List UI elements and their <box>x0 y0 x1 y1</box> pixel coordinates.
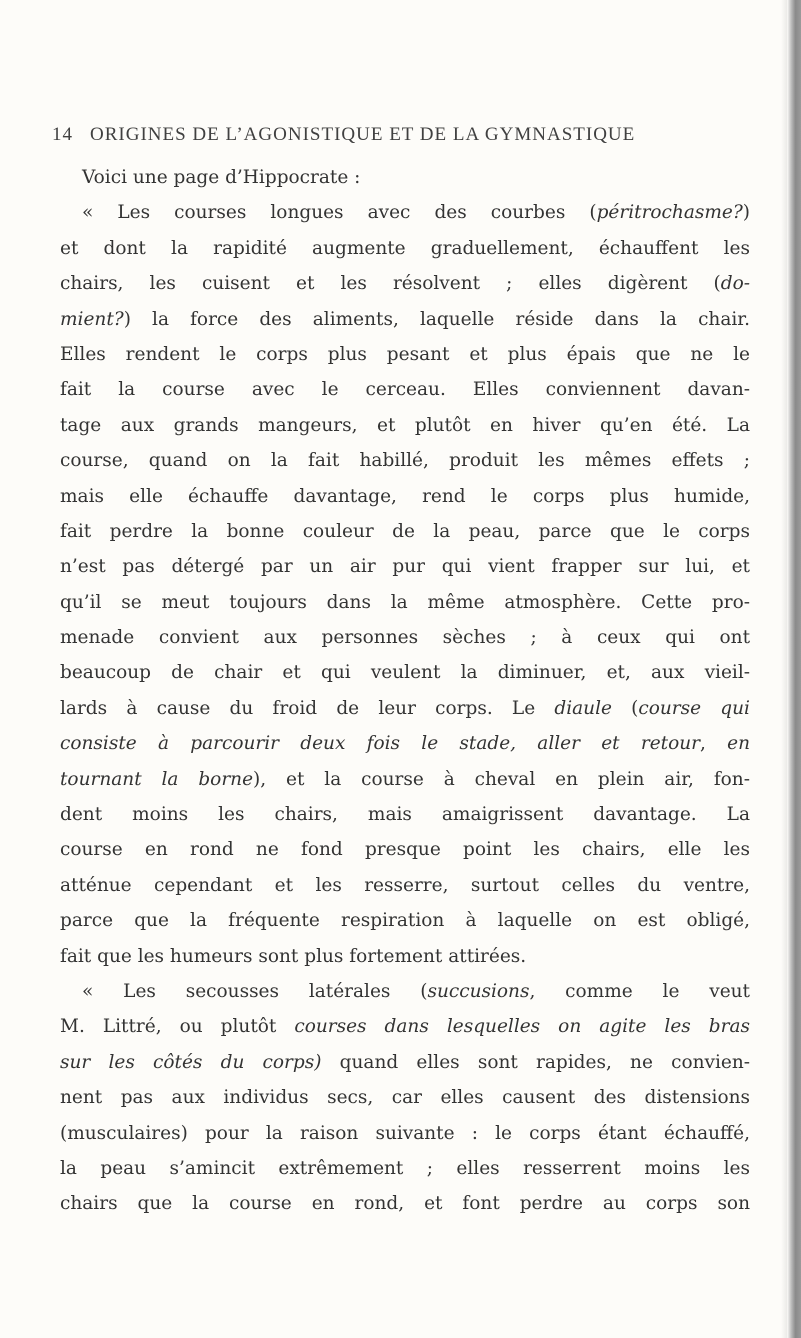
text-line: (musculaires) pour la raison suivante : le corps étant échauffé, <box>60 1122 750 1144</box>
text-line: chairs que la course en rond, et font perdre au corps son <box>60 1193 750 1215</box>
chapter-title: ORIGINES DE L’AGONISTIQUE ET DE LA GYMNASTIQUE <box>90 124 636 145</box>
page-number: 14 <box>52 124 73 145</box>
text-line: nent pas aux individus secs, car elles causent des distensions <box>60 1087 750 1109</box>
text-line: tournant la borne), et la course à cheval en plein air, fon- <box>60 768 750 790</box>
text-line: fait la course avec le cerceau. Elles conviennent davan- <box>60 379 750 401</box>
text-line: menade convient aux personnes sèches ; à ceux qui ont <box>60 627 750 649</box>
text-line: sur les côtés du corps) quand elles sont rapides, ne convien- <box>60 1051 750 1073</box>
text-line: course en rond ne fond presque point les chairs, elle les <box>60 839 750 861</box>
text-line: Elles rendent le corps plus pesant et plus épais que ne le <box>60 343 750 365</box>
body-text <box>60 160 750 1222</box>
text-line: fait que les humeurs sont plus fortement attirées. <box>60 945 527 967</box>
text-line: M. Littré, ou plutôt courses dans lesquelles on agite les bras <box>60 1016 750 1038</box>
text-line: consiste à parcourir deux fois le stade, aller et retour, en <box>60 733 750 755</box>
text-line: tage aux grands mangeurs, et plutôt en hiver qu’en été. La <box>60 414 750 436</box>
text-line: lards à cause du froid de leur corps. Le diaule (course qui <box>60 697 750 719</box>
text-line: dent moins les chairs, mais amaigrissent davantage. La <box>60 804 750 826</box>
text-line: n’est pas détergé par un air pur qui vient frapper sur lui, et <box>60 556 750 578</box>
page-edge <box>787 0 801 1338</box>
text-line: et dont la rapidité augmente graduellement, échauffent les <box>60 237 750 259</box>
intro-line: Voici une page d’Hippocrate : <box>82 167 361 188</box>
text-line: atténue cependant et les resserre, surtout celles du ventre, <box>60 874 750 896</box>
text-line: mais elle échauffe davantage, rend le corps plus humide, <box>60 485 750 507</box>
text-line: course, quand on la fait habillé, produit les mêmes effets ; <box>60 450 750 472</box>
text-line: parce que la fréquente respiration à laquelle on est obligé, <box>60 910 750 932</box>
text-line: la peau s’amincit extrêmement ; elles resserrent moins les <box>60 1157 750 1179</box>
text-line: « Les courses longues avec des courbes (péritrochasme?) <box>82 202 750 224</box>
text-line: chairs, les cuisent et les résolvent ; elles digèrent (do- <box>60 273 750 295</box>
text-line: « Les secousses latérales (succusions, comme le veut <box>82 981 750 1003</box>
text-line: beaucoup de chair et qui veulent la diminuer, et, aux vieil- <box>60 662 750 684</box>
text-line: qu’il se meut toujours dans la même atmosphère. Cette pro- <box>60 591 750 613</box>
running-header <box>52 124 752 146</box>
text-line: fait perdre la bonne couleur de la peau, parce que le corps <box>60 520 750 542</box>
text-line: mient?) la force des aliments, laquelle réside dans la chair. <box>60 308 750 330</box>
